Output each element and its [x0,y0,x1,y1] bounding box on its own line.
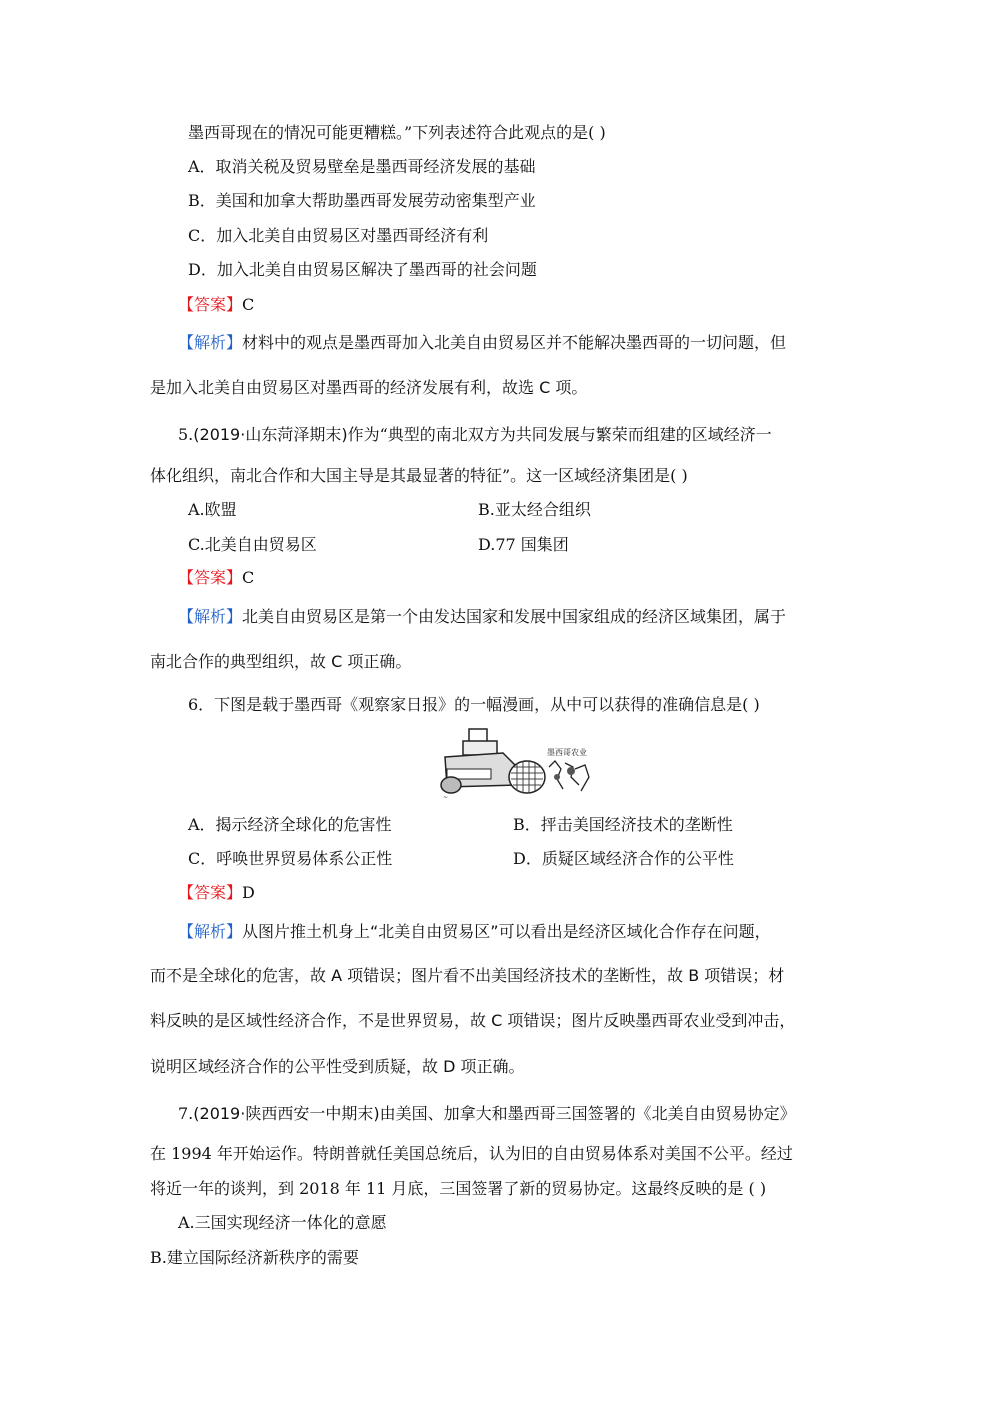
q7-option-b: B.建立国际经济新秩序的需要 [150,1248,359,1267]
q4-stem-end: 墨西哥现在的情况可能更糟糕。”下列表述符合此观点的是( ) [188,123,606,142]
q6-option-a: A．揭示经济全球化的危害性 [188,815,392,834]
q7-stem-line3: 将近一年的谈判，到 2018 年 11 月底，三国签署了新的贸易协定。这最终反映的是 ( ) [150,1179,767,1198]
q6-option-c: C．呼唤世界贸易体系公正性 [188,849,393,868]
q5-source: (2019·山东菏泽期末) [193,425,348,444]
analysis-tag: 【解析】 [178,333,243,352]
q6-analysis-line1 [178,922,771,942]
analysis-tag: 【解析】 [178,922,243,941]
q6-option-b: B．抨击美国经济技术的垄断性 [513,815,733,834]
q5-number: 5. [178,425,194,444]
q6-option-d: D．质疑区域经济合作的公平性 [513,849,734,868]
q7-stem-line2: 在 1994 年开始运作。特朗普就任美国总统后，认为旧的自由贸易体系对美国不公平。经过 [150,1144,793,1163]
analysis-tag: 【解析】 [178,607,243,626]
q6-analysis-line3: 料反映的是区域性经济合作，不是世界贸易，故 C 项错误；图片反映墨西哥农业受到冲击， [150,1011,796,1030]
q5-stem-line1 [178,425,772,445]
q5-stem-text: 作为“典型的南北双方为共同发展与繁荣而组建的区域经济一 [347,425,772,444]
answer-tag: 【答案】 [178,295,243,314]
analysis-text: 从图片推土机身上“北美自由贸易区”可以看出是经济区域化合作存在问题， [242,922,771,941]
answer-tag: 【答案】 [178,568,243,587]
q5-stem-line2: 体化组织，南北合作和大国主导是其最显著的特征”。这一区域经济集团是( ) [150,466,688,485]
q7-source: (2019·陕西西安一中期末) [193,1104,380,1123]
analysis-text: 北美自由贸易区是第一个由发达国家和发展中国家组成的经济区域集团，属于 [242,607,787,626]
bulldozer-cartoon-icon [425,727,615,802]
q4-option-d: D．加入北美自由贸易区解决了墨西哥的社会问题 [188,260,537,279]
q4-option-c: C．加入北美自由贸易区对墨西哥经济有利 [188,226,489,245]
q5-analysis-line2: 南北合作的典型组织，故 C 项正确。 [150,652,412,671]
q7-number: 7. [178,1104,194,1123]
q4-option-a: A．取消关税及贸易壁垒是墨西哥经济发展的基础 [188,157,536,176]
q6-stem: 6．下图是载于墨西哥《观察家日报》的一幅漫画，从中可以获得的准确信息是( ) [188,695,760,714]
q5-option-d: D.77 国集团 [478,535,569,554]
cartoon-bulldozer-image [425,727,615,802]
svg-text:~: ~ [443,794,449,801]
analysis-text: 材料中的观点是墨西哥加入北美自由贸易区并不能解决墨西哥的一切问题，但 [242,333,787,352]
q6-analysis-line4: 说明区域经济合作的公平性受到质疑，故 D 项正确。 [150,1057,525,1076]
answer-value: C [242,568,255,587]
answer-value: D [242,883,255,902]
q5-option-a: A.欧盟 [188,500,237,519]
answer-tag: 【答案】 [178,883,243,902]
q5-option-c: C.北美自由贸易区 [188,535,317,554]
q5-option-b: B.亚太经合组织 [478,500,591,519]
q7-stem-line1 [178,1104,796,1124]
q6-analysis-line2: 而不是全球化的危害，故 A 项错误；图片看不出美国经济技术的垄断性，故 B 项错误；材 [150,966,785,985]
answer-value: C [242,295,255,314]
q7-option-a: A.三国实现经济一体化的意愿 [178,1213,387,1232]
q6-answer [178,883,255,903]
q5-analysis-line1 [178,607,786,627]
q4-analysis-line1 [178,333,786,353]
q4-answer [178,295,254,315]
q4-option-b: B．美国和加拿大帮助墨西哥发展劳动密集型产业 [188,191,536,210]
q5-answer [178,568,254,588]
q4-analysis-line2: 是加入北美自由贸易区对墨西哥的经济发展有利，故选 C 项。 [150,378,588,397]
cartoon-label: 墨西哥农业 [547,748,587,757]
q7-stem-text: 由美国、加拿大和墨西哥三国签署的《北美自由贸易协定》 [379,1104,796,1123]
